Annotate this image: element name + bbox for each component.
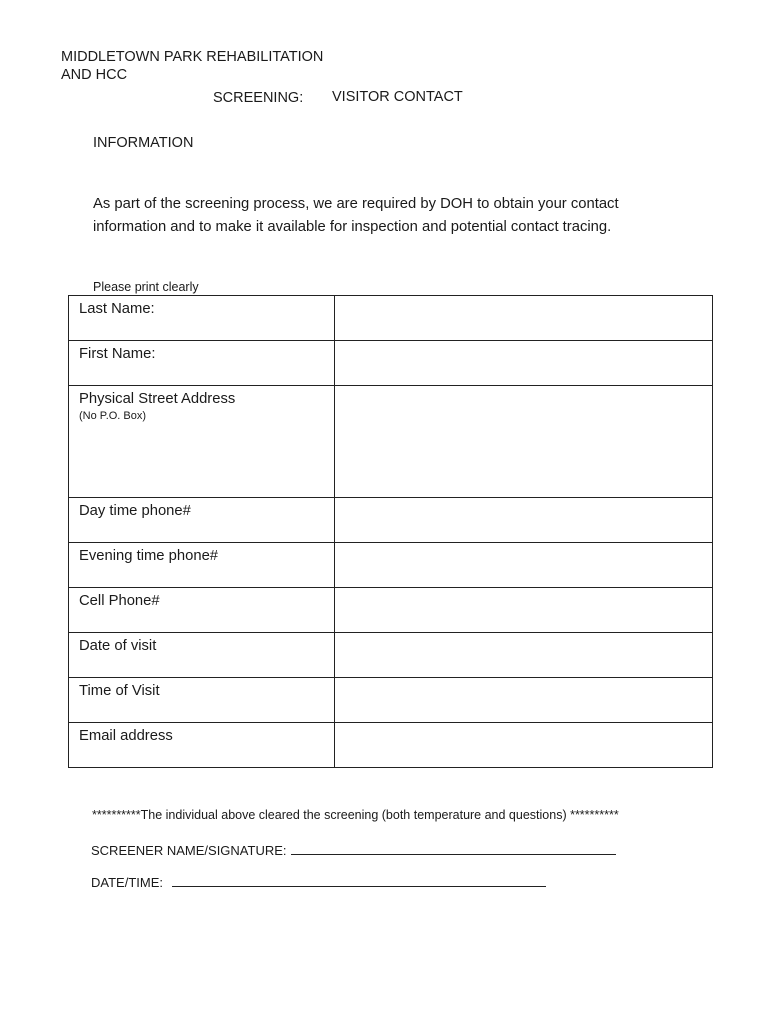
information-label: INFORMATION	[93, 135, 194, 151]
first-name-field[interactable]	[335, 341, 713, 386]
last-name-field[interactable]	[335, 296, 713, 341]
first-name-label: First Name:	[69, 341, 335, 386]
day-phone-field[interactable]	[335, 498, 713, 543]
form-row-day-phone	[69, 498, 713, 543]
form-row-evening-phone	[69, 543, 713, 588]
form-row-last-name	[69, 296, 713, 341]
day-phone-label: Day time phone#	[69, 498, 335, 543]
datetime-row	[91, 874, 546, 890]
screening-cleared-statement: **********The individual above cleared the screening (both temperature and questions) **********	[92, 808, 619, 822]
intro-paragraph	[93, 193, 619, 239]
datetime-label: DATE/TIME:	[91, 875, 163, 890]
form-row-address	[69, 386, 713, 498]
evening-phone-label: Evening time phone#	[69, 543, 335, 588]
visitor-contact-label: VISITOR CONTACT	[332, 89, 463, 105]
last-name-label: Last Name:	[69, 296, 335, 341]
form-row-first-name	[69, 341, 713, 386]
email-field[interactable]	[335, 723, 713, 768]
address-field[interactable]	[335, 386, 713, 498]
address-sublabel: (No P.O. Box)	[79, 410, 147, 422]
form-row-cell-phone	[69, 588, 713, 633]
screening-label: SCREENING:	[213, 90, 304, 106]
cell-phone-label: Cell Phone#	[69, 588, 335, 633]
evening-phone-field[interactable]	[335, 543, 713, 588]
form-row-time-of-visit	[69, 678, 713, 723]
address-label-cell	[69, 386, 335, 498]
date-of-visit-label: Date of visit	[69, 633, 335, 678]
email-label: Email address	[69, 723, 335, 768]
form-row-date-of-visit	[69, 633, 713, 678]
time-of-visit-field[interactable]	[335, 678, 713, 723]
visitor-contact-form-table	[68, 295, 713, 768]
intro-line-1: As part of the screening process, we are required by DOH to obtain your contact	[93, 196, 619, 212]
org-name-line-2: AND HCC	[61, 67, 128, 83]
cell-phone-field[interactable]	[335, 588, 713, 633]
address-label: Physical Street Address	[79, 391, 236, 407]
intro-line-2: information and to make it available for inspection and potential contact tracing.	[93, 219, 612, 235]
time-of-visit-label: Time of Visit	[69, 678, 335, 723]
datetime-line[interactable]	[172, 874, 546, 887]
screener-signature-line[interactable]	[291, 842, 616, 855]
date-of-visit-field[interactable]	[335, 633, 713, 678]
org-name-line-1: MIDDLETOWN PARK REHABILITATION	[61, 49, 324, 65]
screener-signature-row	[91, 842, 616, 858]
print-clearly-note: Please print clearly	[93, 280, 199, 294]
org-name	[61, 48, 323, 84]
screener-label: SCREENER NAME/SIGNATURE:	[91, 843, 287, 858]
form-row-email	[69, 723, 713, 768]
